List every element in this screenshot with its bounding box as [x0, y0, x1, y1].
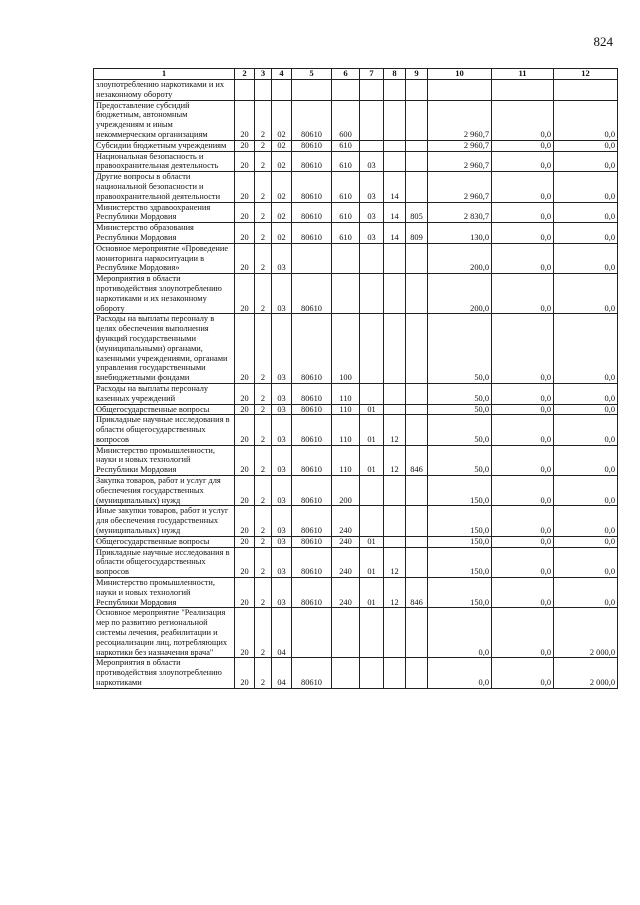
table-cell: 809	[406, 223, 428, 244]
table-cell	[492, 80, 554, 101]
table-row	[94, 274, 618, 314]
table-cell	[360, 476, 384, 506]
table-cell	[384, 658, 406, 688]
table-cell: 50,0	[428, 314, 492, 384]
table-row	[94, 314, 618, 384]
table-cell: 0,0	[554, 415, 618, 445]
table-cell: 0,0	[492, 172, 554, 202]
column-header: 6	[332, 69, 360, 80]
table-row	[94, 223, 618, 244]
table-cell: 03	[360, 172, 384, 202]
table-cell: 240	[332, 536, 360, 547]
table-row	[94, 151, 618, 172]
column-header: 3	[255, 69, 272, 80]
table-cell: 0,0	[492, 100, 554, 140]
table-cell: 200,0	[428, 243, 492, 273]
table-row	[94, 140, 618, 151]
table-cell: 200	[332, 476, 360, 506]
table-cell: 2 960,7	[428, 100, 492, 140]
table-cell	[384, 476, 406, 506]
table-cell: 03	[272, 547, 292, 577]
table-cell: 80610	[292, 223, 332, 244]
table-cell	[360, 658, 384, 688]
table-cell: 02	[272, 100, 292, 140]
table-cell: 50,0	[428, 404, 492, 415]
table-cell: 2 960,7	[428, 172, 492, 202]
table-cell: 01	[360, 536, 384, 547]
table-cell: 2	[255, 202, 272, 223]
table-cell: 02	[272, 140, 292, 151]
table-cell: 12	[384, 445, 406, 475]
table-cell: 200,0	[428, 274, 492, 314]
table-cell: 2	[255, 223, 272, 244]
table-cell: 01	[360, 415, 384, 445]
table-cell	[360, 314, 384, 384]
table-cell: 20	[235, 578, 255, 608]
table-cell: 20	[235, 202, 255, 223]
row-description: Министерство образования Республики Мордовия	[94, 223, 235, 244]
table-cell: 0,0	[554, 100, 618, 140]
table-cell: 80610	[292, 202, 332, 223]
table-cell: 03	[360, 202, 384, 223]
table-cell	[360, 608, 384, 658]
table-cell: 2	[255, 506, 272, 536]
table-cell: 80610	[292, 415, 332, 445]
table-cell: 02	[272, 151, 292, 172]
table-cell: 80610	[292, 383, 332, 404]
table-cell: 610	[332, 172, 360, 202]
table-cell: 03	[272, 314, 292, 384]
table-cell: 03	[272, 445, 292, 475]
table-cell: 50,0	[428, 383, 492, 404]
table-cell: 03	[272, 383, 292, 404]
table-cell: 0,0	[492, 536, 554, 547]
table-cell: 20	[235, 506, 255, 536]
table-cell: 01	[360, 404, 384, 415]
table-cell: 150,0	[428, 547, 492, 577]
table-cell: 0,0	[554, 404, 618, 415]
table-cell: 01	[360, 445, 384, 475]
table-row	[94, 506, 618, 536]
table-cell: 0,0	[492, 476, 554, 506]
table-cell: 610	[332, 223, 360, 244]
table-cell: 150,0	[428, 476, 492, 506]
row-description: Расходы на выплаты персоналу в целях обеспечения выполнения функций государственными (муниципальными) органами, казенными учреждениями, органами управления государственными внебюджетными фондами	[94, 314, 235, 384]
table-cell: 50,0	[428, 415, 492, 445]
column-header: 10	[428, 69, 492, 80]
table-cell: 240	[332, 547, 360, 577]
table-cell: 240	[332, 506, 360, 536]
table-cell: 130,0	[428, 223, 492, 244]
table-cell: 2 000,0	[554, 658, 618, 688]
table-cell: 0,0	[554, 445, 618, 475]
row-description: Прикладные научные исследования в области общегосударственных вопросов	[94, 547, 235, 577]
row-description: Министерство промышленности, науки и новых технологий Республики Мордовия	[94, 578, 235, 608]
table-cell	[406, 658, 428, 688]
table-cell	[406, 100, 428, 140]
table-cell: 2	[255, 404, 272, 415]
table-row	[94, 383, 618, 404]
table-cell: 0,0	[554, 202, 618, 223]
table-cell: 0,0	[554, 383, 618, 404]
table-body	[94, 80, 618, 689]
table-cell: 03	[272, 274, 292, 314]
table-cell	[406, 547, 428, 577]
table-cell	[406, 274, 428, 314]
table-cell: 0,0	[554, 547, 618, 577]
table-cell: 2 000,0	[554, 608, 618, 658]
row-description: Расходы на выплаты персоналу казенных учреждений	[94, 383, 235, 404]
table-cell: 12	[384, 547, 406, 577]
table-cell: 0,0	[554, 536, 618, 547]
table-cell: 110	[332, 415, 360, 445]
table-cell: 0,0	[554, 151, 618, 172]
table-row	[94, 202, 618, 223]
table-cell: 03	[272, 578, 292, 608]
table-cell	[406, 404, 428, 415]
table-cell: 100	[332, 314, 360, 384]
table-cell	[255, 80, 272, 101]
table-cell: 80610	[292, 151, 332, 172]
table-cell: 2	[255, 140, 272, 151]
table-cell	[428, 80, 492, 101]
table-cell: 0,0	[492, 404, 554, 415]
table-cell: 150,0	[428, 506, 492, 536]
table-cell: 80610	[292, 658, 332, 688]
table-cell	[406, 608, 428, 658]
column-header: 5	[292, 69, 332, 80]
table-cell	[384, 383, 406, 404]
table-cell: 50,0	[428, 445, 492, 475]
row-description: Министерство промышленности, науки и новых технологий Республики Мордовия	[94, 445, 235, 475]
table-cell	[332, 658, 360, 688]
table-cell: 0,0	[492, 506, 554, 536]
table-cell	[406, 415, 428, 445]
table-cell: 2	[255, 383, 272, 404]
table-cell: 20	[235, 140, 255, 151]
table-cell	[235, 80, 255, 101]
table-cell	[406, 140, 428, 151]
table-cell: 12	[384, 578, 406, 608]
row-description: Основное мероприятие «Проведение мониторинга наркоситуации в Республике Мордовия»	[94, 243, 235, 273]
table-cell: 2 830,7	[428, 202, 492, 223]
table-cell: 01	[360, 578, 384, 608]
table-cell: 0,0	[492, 223, 554, 244]
table-cell: 0,0	[492, 314, 554, 384]
column-header: 7	[360, 69, 384, 80]
table-row	[94, 476, 618, 506]
table-cell: 610	[332, 202, 360, 223]
table-cell	[292, 243, 332, 273]
table-cell: 2	[255, 151, 272, 172]
table-cell: 03	[272, 536, 292, 547]
table-cell: 20	[235, 223, 255, 244]
table-cell: 2	[255, 172, 272, 202]
table-cell	[332, 608, 360, 658]
table-cell: 110	[332, 404, 360, 415]
table-cell: 03	[360, 151, 384, 172]
table-cell: 20	[235, 314, 255, 384]
table-cell	[384, 80, 406, 101]
column-header: 1	[94, 69, 235, 80]
table-row	[94, 445, 618, 475]
table-cell	[360, 100, 384, 140]
table-cell: 20	[235, 658, 255, 688]
table-cell: 2	[255, 100, 272, 140]
table-cell: 80610	[292, 578, 332, 608]
table-cell: 0,0	[554, 223, 618, 244]
table-row	[94, 536, 618, 547]
table-row	[94, 578, 618, 608]
table-cell: 2	[255, 536, 272, 547]
table-cell: 0,0	[428, 658, 492, 688]
table-cell: 846	[406, 578, 428, 608]
table-cell: 80610	[292, 536, 332, 547]
row-description: Мероприятия в области противодействия злоупотреблению наркотиками	[94, 658, 235, 688]
table-cell: 20	[235, 536, 255, 547]
table-cell: 20	[235, 274, 255, 314]
table-cell: 2 960,7	[428, 151, 492, 172]
table-cell: 03	[272, 404, 292, 415]
row-description: Закупка товаров, работ и услуг для обеспечения государственных (муниципальных) нужд	[94, 476, 235, 506]
table-cell: 0,0	[554, 578, 618, 608]
table-cell: 0,0	[554, 140, 618, 151]
table-cell: 03	[272, 243, 292, 273]
table-cell: 80610	[292, 274, 332, 314]
table-cell	[360, 140, 384, 151]
table-cell: 0,0	[492, 547, 554, 577]
table-row	[94, 547, 618, 577]
row-description: Общегосударственные вопросы	[94, 536, 235, 547]
table-cell: 02	[272, 223, 292, 244]
row-description: Субсидии бюджетным учреждениям	[94, 140, 235, 151]
table-cell: 80610	[292, 445, 332, 475]
table-cell: 20	[235, 383, 255, 404]
row-description: Прикладные научные исследования в области общегосударственных вопросов	[94, 415, 235, 445]
table-cell: 80610	[292, 172, 332, 202]
table-cell: 2	[255, 578, 272, 608]
table-cell	[406, 243, 428, 273]
table-cell	[384, 243, 406, 273]
table-cell: 2	[255, 314, 272, 384]
row-description: Национальная безопасность и правоохранительная деятельность	[94, 151, 235, 172]
table-cell: 240	[332, 578, 360, 608]
budget-table	[93, 68, 618, 689]
table-row	[94, 243, 618, 273]
column-header: 8	[384, 69, 406, 80]
table-cell	[406, 506, 428, 536]
table-cell: 80610	[292, 314, 332, 384]
row-description: Общегосударственные вопросы	[94, 404, 235, 415]
table-cell: 20	[235, 151, 255, 172]
table-row	[94, 100, 618, 140]
table-cell: 600	[332, 100, 360, 140]
table-cell: 14	[384, 172, 406, 202]
table-cell: 20	[235, 415, 255, 445]
table-cell: 80610	[292, 547, 332, 577]
table-cell: 20	[235, 243, 255, 273]
table-cell	[332, 243, 360, 273]
table-cell: 2	[255, 608, 272, 658]
table-cell	[292, 608, 332, 658]
table-cell: 20	[235, 608, 255, 658]
table-cell: 20	[235, 547, 255, 577]
table-cell: 2	[255, 445, 272, 475]
table-cell: 0,0	[554, 274, 618, 314]
table-row	[94, 172, 618, 202]
table-cell: 0,0	[492, 151, 554, 172]
table-cell: 20	[235, 476, 255, 506]
table-cell: 150,0	[428, 578, 492, 608]
table-cell: 20	[235, 100, 255, 140]
table-cell: 14	[384, 202, 406, 223]
table-cell: 846	[406, 445, 428, 475]
row-description: Предоставление субсидий бюджетным, автономным учреждениям и иным некоммерческим организациям	[94, 100, 235, 140]
table-cell: 0,0	[492, 243, 554, 273]
table-cell: 0,0	[492, 140, 554, 151]
table-cell: 03	[360, 223, 384, 244]
table-cell: 80610	[292, 506, 332, 536]
table-row	[94, 658, 618, 688]
table-cell: 2	[255, 547, 272, 577]
row-description: Основное мероприятие "Реализация мер по развитию региональной системы лечения, реабилитации и ресоциализации лиц, потребляющих наркотики без назначения врача"	[94, 608, 235, 658]
table-cell	[384, 140, 406, 151]
table-cell: 12	[384, 415, 406, 445]
table-cell: 01	[360, 547, 384, 577]
table-cell: 20	[235, 172, 255, 202]
table-cell: 610	[332, 151, 360, 172]
table-cell: 110	[332, 445, 360, 475]
table-cell: 0,0	[492, 658, 554, 688]
table-cell: 0,0	[492, 445, 554, 475]
table-cell: 80610	[292, 100, 332, 140]
header-row	[94, 69, 618, 80]
column-header: 4	[272, 69, 292, 80]
table-cell: 0,0	[428, 608, 492, 658]
table-row	[94, 608, 618, 658]
table-cell: 2	[255, 658, 272, 688]
page-number: 824	[593, 34, 613, 49]
table-cell	[554, 80, 618, 101]
table-cell	[272, 80, 292, 101]
table-cell	[360, 243, 384, 273]
table-cell: 0,0	[554, 172, 618, 202]
table-cell: 20	[235, 404, 255, 415]
table-cell	[384, 404, 406, 415]
table-cell	[384, 506, 406, 536]
table-cell	[384, 608, 406, 658]
table-cell: 2	[255, 243, 272, 273]
table-cell: 0,0	[492, 274, 554, 314]
table-cell: 110	[332, 383, 360, 404]
table-cell: 0,0	[492, 608, 554, 658]
table-row	[94, 80, 618, 101]
table-cell: 0,0	[492, 383, 554, 404]
table-cell	[384, 151, 406, 172]
table-cell: 0,0	[492, 415, 554, 445]
table-cell: 2	[255, 476, 272, 506]
table-cell: 0,0	[554, 243, 618, 273]
table-cell: 02	[272, 172, 292, 202]
column-header: 2	[235, 69, 255, 80]
table-cell	[384, 100, 406, 140]
table-cell: 80610	[292, 404, 332, 415]
table-cell: 14	[384, 223, 406, 244]
table-cell: 0,0	[492, 578, 554, 608]
table-cell	[384, 536, 406, 547]
table-cell	[360, 80, 384, 101]
table-cell: 03	[272, 476, 292, 506]
table-cell	[332, 80, 360, 101]
table-cell: 2 960,7	[428, 140, 492, 151]
table-cell	[406, 383, 428, 404]
table-cell: 80610	[292, 476, 332, 506]
table-row	[94, 415, 618, 445]
table-row	[94, 404, 618, 415]
table-cell: 2	[255, 274, 272, 314]
table-cell: 03	[272, 415, 292, 445]
row-description: Министерство здравоохранения Республики Мордовия	[94, 202, 235, 223]
table-cell: 03	[272, 506, 292, 536]
table-cell: 80610	[292, 140, 332, 151]
table-cell	[384, 314, 406, 384]
table-cell	[332, 274, 360, 314]
table-cell	[384, 274, 406, 314]
table-cell: 0,0	[492, 202, 554, 223]
row-description: Другие вопросы в области национальной безопасности и правоохранительной деятельности	[94, 172, 235, 202]
table-cell	[406, 80, 428, 101]
table-cell: 04	[272, 658, 292, 688]
row-description: Мероприятия в области противодействия злоупотреблению наркотиками и их незаконному обороту	[94, 274, 235, 314]
table-cell: 04	[272, 608, 292, 658]
table-cell	[292, 80, 332, 101]
table-cell: 20	[235, 445, 255, 475]
table-cell	[406, 172, 428, 202]
table-cell: 02	[272, 202, 292, 223]
column-header: 12	[554, 69, 618, 80]
table-cell: 805	[406, 202, 428, 223]
table-cell	[360, 383, 384, 404]
table-cell: 610	[332, 140, 360, 151]
table-cell: 0,0	[554, 476, 618, 506]
table-cell	[360, 506, 384, 536]
row-description: злоупотреблению наркотиками и их незаконному обороту	[94, 80, 235, 101]
row-description: Иные закупки товаров, работ и услуг для обеспечения государственных (муниципальных) нужд	[94, 506, 235, 536]
table-cell: 150,0	[428, 536, 492, 547]
table-cell: 0,0	[554, 314, 618, 384]
table-cell: 2	[255, 415, 272, 445]
table-cell	[406, 314, 428, 384]
table-cell	[360, 274, 384, 314]
table-cell	[406, 151, 428, 172]
table-cell: 0,0	[554, 506, 618, 536]
table-cell	[406, 536, 428, 547]
column-header: 9	[406, 69, 428, 80]
table-cell	[406, 476, 428, 506]
column-header: 11	[492, 69, 554, 80]
